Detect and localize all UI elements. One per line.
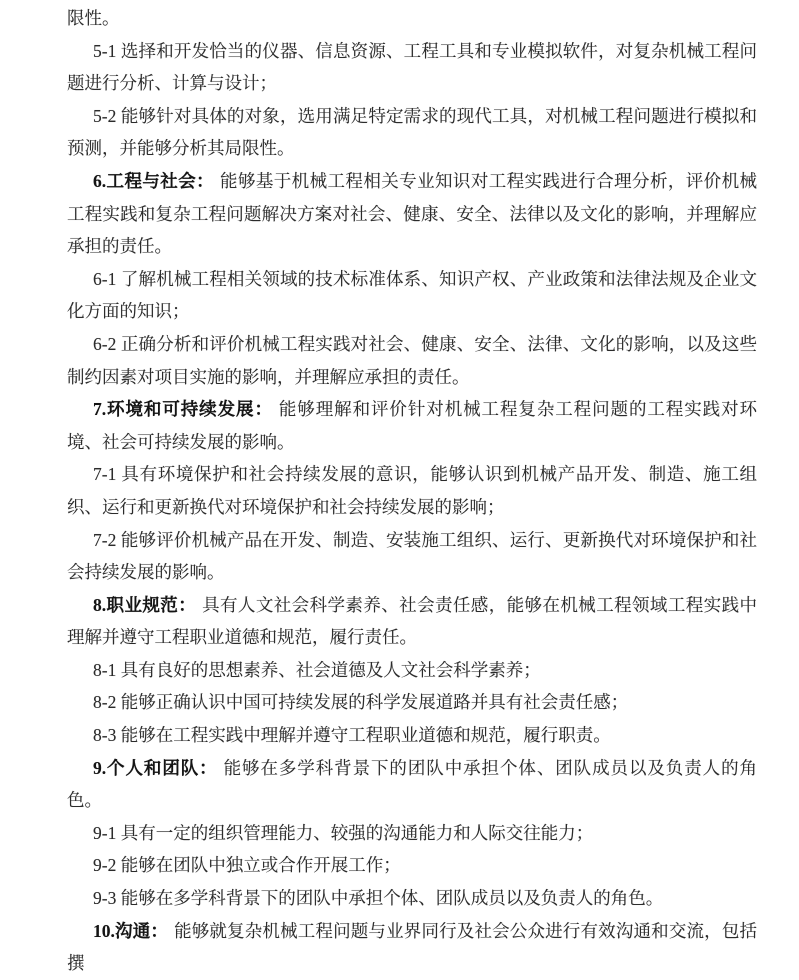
paragraph-text: 9-1 具有一定的组织管理能力、较强的沟通能力和人际交往能力； (93, 822, 594, 843)
paragraph-text: 限性。 (67, 8, 120, 28)
paragraph-text: 5-2 能够针对具体的对象，选用满足特定需求的现代工具，对机械工程问题进行模拟和预测，并能够分析其局限性。 (67, 105, 757, 159)
section-heading: 8.职业规范： (93, 594, 197, 615)
paragraph-text: 6-2 正确分析和评价机械工程实践对社会、健康、安全、法律、文化的影响，以及这些制约因素对项目实施的影响，并理解应承担的责任。 (67, 333, 757, 387)
paragraph (67, 263, 757, 328)
paragraph (67, 165, 757, 263)
section-heading: 9.个人和团队： (93, 757, 218, 778)
paragraph-text: 能够理解和评价针对机械工程复杂工程问题的工程实践对环境、社会可持续发展的影响。 (67, 399, 757, 452)
paragraph (67, 100, 757, 165)
paragraph (67, 393, 757, 458)
paragraph-text: 7-1 具有环境保护和社会持续发展的意识，能够认识到机械产品开发、制造、施工组织、运行和更新换代对环境保护和社会持续发展的影响； (67, 464, 757, 517)
paragraph-text: 8-1 具有良好的思想素养、社会道德及人文社会科学素养； (93, 659, 541, 680)
paragraph-text: 8-3 能够在工程实践中理解并遵守工程职业道德和规范，履行职责。 (93, 725, 611, 746)
paragraph (67, 882, 757, 915)
section-heading: 10.沟通： (93, 920, 169, 941)
paragraph (67, 849, 757, 882)
paragraph (67, 752, 757, 817)
section-heading: 6.工程与社会： (93, 170, 215, 191)
paragraph-text: 9-2 能够在团队中独立或合作开展工作； (93, 855, 401, 876)
paragraph (67, 915, 757, 980)
paragraph-text: 9-3 能够在多学科背景下的团队中承担个体、团队成员以及负责人的角色。 (93, 888, 664, 909)
paragraph (67, 328, 757, 393)
paragraph-text: 5-1 选择和开发恰当的仪器、信息资源、工程工具和专业模拟软件，对复杂机械工程问题进行分析、计算与设计； (67, 40, 757, 94)
paragraph-text: 8-2 能够正确认识中国可持续发展的科学发展道路并具有社会责任感； (93, 692, 629, 713)
paragraph (67, 35, 757, 100)
paragraph (67, 524, 757, 589)
paragraph (67, 458, 757, 523)
paragraph (67, 654, 757, 687)
paragraph (67, 817, 757, 850)
paragraph-text: 7-2 能够评价机械产品在开发、制造、安装施工组织、运行、更新换代对环境保护和社会持续发展的影响。 (67, 529, 757, 583)
paragraph (67, 686, 757, 719)
paragraph-text: 6-1 了解机械工程相关领域的技术标准体系、知识产权、产业政策和法律法规及企业文化方面的知识； (67, 268, 757, 322)
paragraph-text: 能够在多学科背景下的团队中承担个体、团队成员以及负责人的角色。 (67, 757, 758, 811)
document-body (67, 2, 757, 980)
paragraph-text: 能够就复杂机械工程问题与业界同行及社会公众进行有效沟通和交流，包括撰 (67, 920, 758, 974)
paragraph-text: 具有人文社会科学素养、社会责任感，能够在机械工程领域工程实践中理解并遵守工程职业道德和规范，履行责任。 (67, 594, 758, 648)
section-heading: 7.环境和可持续发展： (93, 399, 273, 420)
paragraph (67, 2, 757, 35)
paragraph (67, 589, 757, 654)
paragraph-text: 能够基于机械工程相关专业知识对工程实践进行合理分析，评价机械工程实践和复杂工程问题解决方案对社会、健康、安全、法律以及文化的影响，并理解应承担的责任。 (67, 170, 758, 257)
paragraph (67, 719, 757, 752)
